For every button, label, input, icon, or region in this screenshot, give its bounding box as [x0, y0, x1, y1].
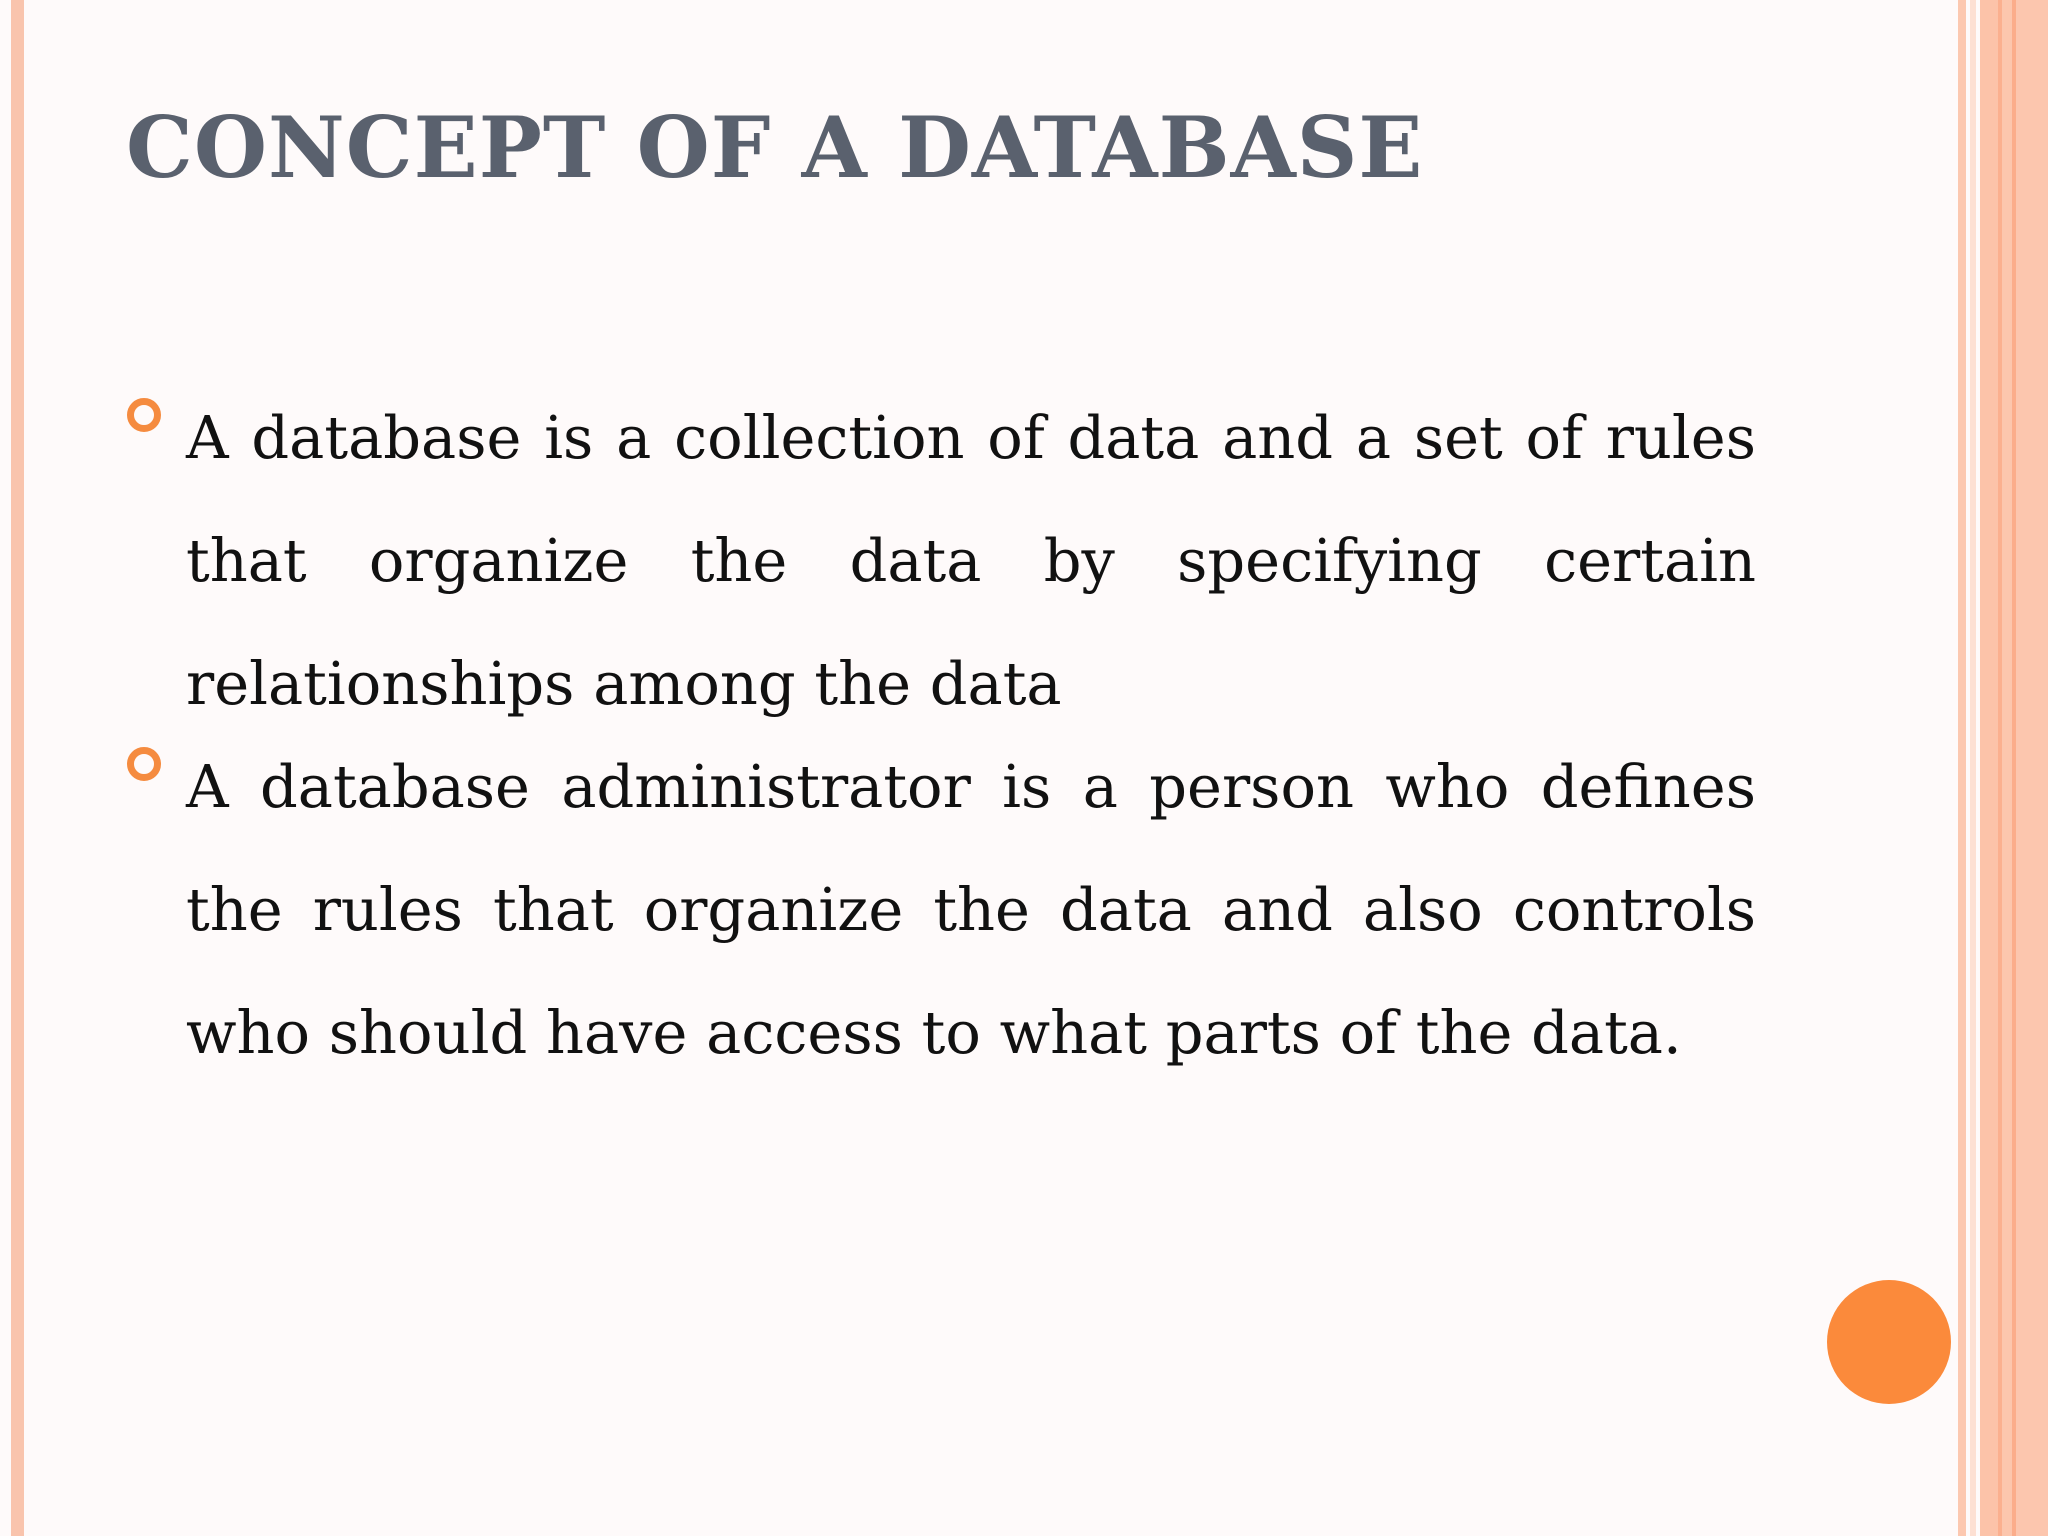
orange-ring-bullet-icon — [127, 747, 161, 781]
right-border-stripes — [1956, 0, 2048, 1536]
right-stripe — [2002, 0, 2012, 1536]
left-border-stripe — [11, 0, 24, 1536]
bullet-list — [126, 403, 1756, 1108]
bullet-item — [126, 725, 1756, 1094]
bullet-item — [126, 376, 1756, 745]
right-stripe — [1970, 0, 1976, 1536]
right-stripe — [1980, 0, 1998, 1536]
right-stripe — [2016, 0, 2048, 1536]
right-stripe — [1958, 0, 1966, 1536]
bullet-text: A database is a collection of data and a set of rules that organize the data by specifying certain relationships among the data — [186, 403, 1756, 718]
orange-circle-decoration — [1827, 1280, 1951, 1404]
bullet-text: A database administrator is a person who defines the rules that organize the data and also controls who should have access to what parts of the data. — [186, 752, 1756, 1067]
orange-ring-bullet-icon — [127, 398, 161, 432]
slide-title: CONCEPT OF A DATABASE — [126, 98, 1424, 197]
